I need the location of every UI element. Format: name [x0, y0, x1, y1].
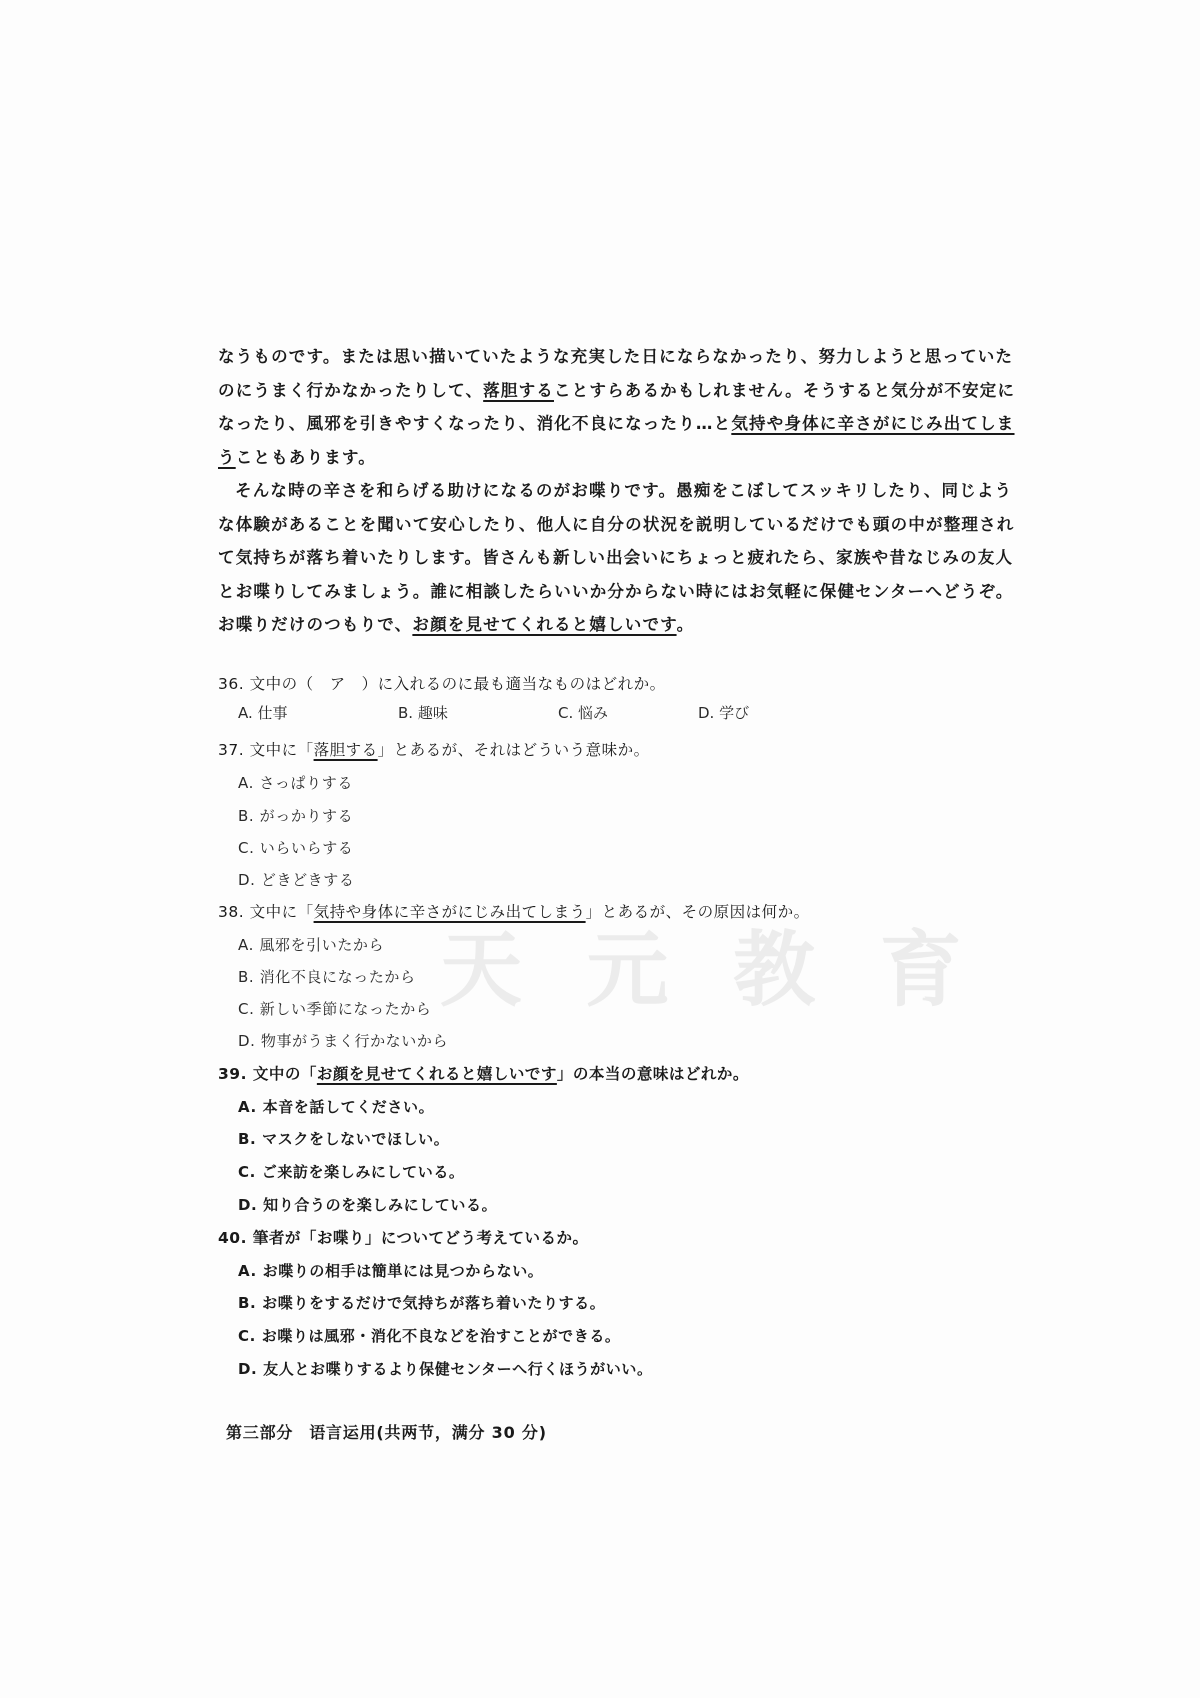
passage-line: そんな時の辛さを和らげる助けになるのがお喋りです。愚痴をこぼしてスッキリしたり、同じよう	[235, 481, 1013, 500]
option-38-b: B. 消化不良になったから	[238, 968, 416, 986]
section-part: 第三部分	[226, 1423, 294, 1442]
option-39-a: A. 本音を話してください。	[238, 1098, 435, 1116]
passage-line: のにうまく行かなかったりして、落胆することすらあるかもしれません。そうすると気分が不安定に	[218, 380, 1016, 400]
option-40-a: A. お喋りの相手は簡単には見つからない。	[238, 1262, 544, 1280]
question-37: 37. 文中に「落胆する」とあるが、それはどういう意味か。	[218, 741, 650, 759]
underlined-phrase: お顔を見せてくれると嬉しいです	[412, 615, 677, 634]
option-40-d: D. 友人とお喋りするより保健センターへ行くほうがいい。	[238, 1360, 653, 1378]
option-37-d: D. どきどきする	[238, 871, 355, 889]
passage-line: とお喋りしてみましょう。誰に相談したらいいか分からない時にはお気軽に保健センターへどうぞ。	[218, 581, 1014, 601]
option-36-a: A. 仕事	[238, 704, 288, 722]
option-38-c: C. 新しい季節になったから	[238, 1000, 432, 1018]
section-title: 语言运用(共两节，满分 30 分)	[309, 1423, 547, 1442]
underlined-phrase: 気持や身体に辛さがにじみ出てしま	[731, 414, 1015, 433]
option-37-a: A. さっぱりする	[238, 774, 353, 792]
option-37-c: C. いらいらする	[238, 839, 354, 857]
passage-line: なったり、風邪を引きやすくなったり、消化不良になったり…と気持や身体に辛さがにじみ出てしま	[218, 414, 1015, 433]
section-heading	[226, 1420, 547, 1443]
passage-line: うこともあります。	[218, 447, 376, 467]
option-39-b: B. マスクをしないでほしい。	[238, 1130, 450, 1148]
option-39-c: C. ご来訪を楽しみにしている。	[238, 1163, 465, 1181]
underlined-phrase: お顔を見せてくれると嬉しいです	[316, 1065, 557, 1083]
option-39-d: D. 知り合うのを楽しみにしている。	[238, 1196, 498, 1214]
underlined-phrase: 気持や身体に辛さがにじみ出てしまう	[313, 903, 586, 921]
option-38-d: D. 物事がうまく行かないから	[238, 1032, 449, 1050]
underlined-phrase: う	[218, 447, 236, 467]
passage-line: て気持ちが落ち着いたりします。皆さんも新しい出会いにちょっと疲れたら、家族や昔なじみの友人	[218, 548, 1014, 567]
reading-passage	[218, 340, 1016, 642]
watermark: 天 元 教 育	[440, 922, 980, 1018]
option-36-b: B. 趣味	[398, 704, 448, 722]
question-39: 39. 文中の「お顔を見せてくれると嬉しいです」の本当の意味はどれか。	[218, 1065, 749, 1083]
passage-line: お喋りだけのつもりで、お顔を見せてくれると嬉しいです。	[218, 615, 695, 634]
passage-line: なうものです。または思い描いていたような充実した日にならなかったり、努力しようと思っていた	[218, 347, 1014, 366]
question-38: 38. 文中に「気持や身体に辛さがにじみ出てしまう」とあるが、その原因は何か。	[218, 903, 810, 921]
passage-line: な体験があることを聞いて安心したり、他人に自分の状況を説明しているだけでも頭の中が整理され	[218, 514, 1015, 534]
option-36-d: D. 学び	[698, 704, 750, 722]
question-36: 36. 文中の（ ア ）に入れるのに最も適当なものはどれか。	[218, 675, 666, 693]
question-40: 40. 筆者が「お喋り」についてどう考えているか。	[218, 1229, 589, 1247]
underlined-phrase: 落胆する	[483, 380, 554, 400]
option-36-c: C. 悩み	[558, 704, 609, 722]
option-37-b: B. がっかりする	[238, 807, 354, 825]
underlined-phrase: 落胆する	[313, 741, 378, 759]
option-40-c: C. お喋りは風邪・消化不良などを治すことができる。	[238, 1327, 621, 1345]
option-40-b: B. お喋りをするだけで気持ちが落ち着いたりする。	[238, 1294, 606, 1312]
option-38-a: A. 風邪を引いたから	[238, 936, 385, 954]
